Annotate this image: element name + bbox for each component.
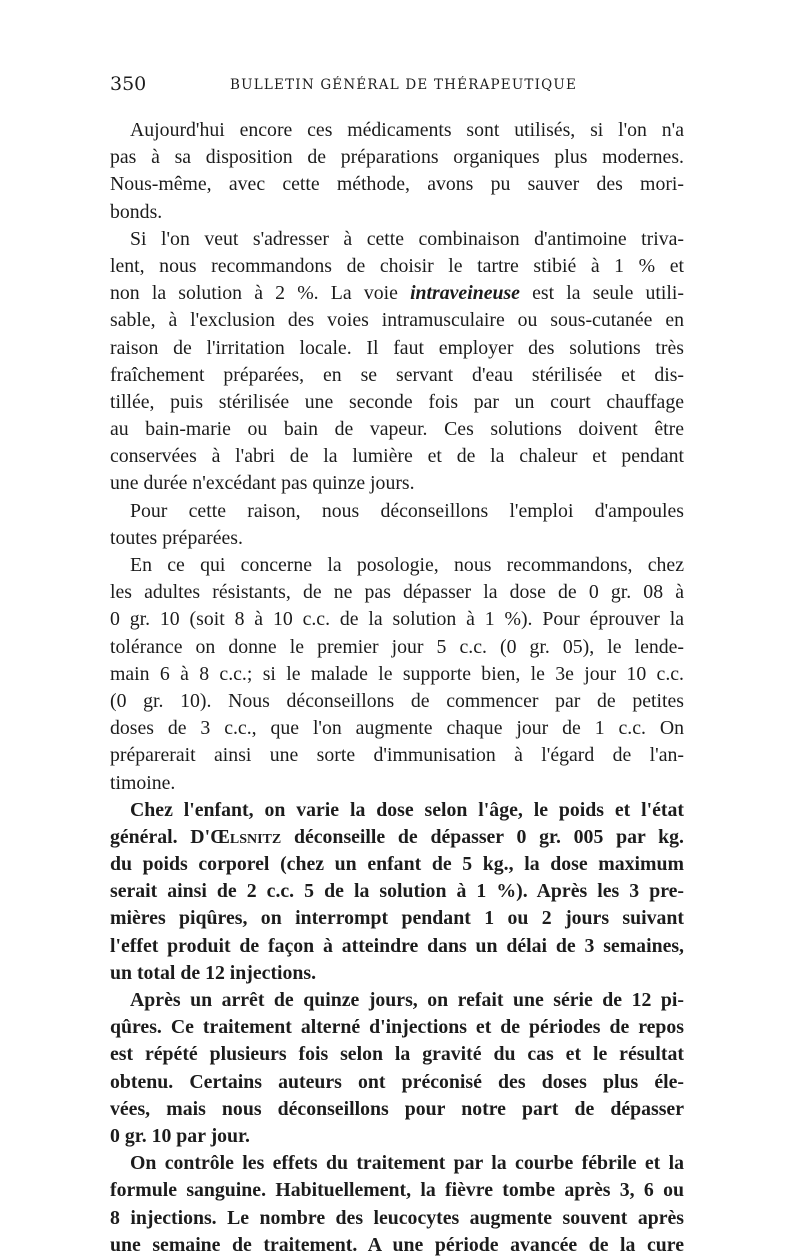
text-line: main 6 à 8 c.c.; si le malade le supporte bien, le 3e jour 10 c.c. <box>110 662 684 685</box>
running-title: BULLETIN GÉNÉRAL DE THÉRAPEUTIQUE <box>230 77 578 93</box>
text-line: lent, nous recommandons de choisir le tartre stibié à 1 % et <box>110 254 684 277</box>
text-line: En ce qui concerne la posologie, nous recommandons, chez <box>130 554 684 576</box>
text-line: Pour cette raison, nous déconseillons l'emploi d'ampoules <box>130 499 684 522</box>
text-line-with-italic <box>110 280 684 307</box>
text-line: sable, à l'exclusion des voies intramusculaire ou sous-cutanée en <box>110 309 684 332</box>
page-header <box>110 73 690 103</box>
text-line: l'effet produit de façon à atteindre dans un délai de 3 semaines, <box>110 934 684 957</box>
text-line: fraîchement préparées, en se servant d'eau stérilisée et dis- <box>110 363 684 386</box>
text-line: doses de 3 c.c., que l'on augmente chaque jour de 1 c.c. On <box>110 717 684 740</box>
text-line: formule sanguine. Habituellement, la fièvre tombe après 3, 6 ou <box>110 1179 684 1202</box>
text-line: On contrôle les effets du traitement par la courbe fébrile et la <box>130 1152 684 1175</box>
text-line: du poids corporel (chez un enfant de 5 kg., la dose maximum <box>110 853 684 876</box>
text-line: Nous-même, avec cette méthode, avons pu sauver des mori- <box>110 173 684 196</box>
text-line: un total de 12 injections. <box>110 961 317 984</box>
author-name: Œlsnitz <box>210 825 282 848</box>
text-line: au bain-marie ou bain de vapeur. Ces solutions doivent être <box>110 418 684 441</box>
text-line: tolérance on donne le premier jour 5 c.c. (0 gr. 05), le lende- <box>110 635 684 658</box>
text-segment: non la solution à 2 %. La voie <box>110 282 398 305</box>
text-line: est répété plusieurs fois selon la gravité du cas et le résultat <box>110 1043 684 1066</box>
text-line: les adultes résistants, de ne pas dépasser la dose de 0 gr. 08 à <box>110 581 684 604</box>
text-line: bonds. <box>110 200 163 223</box>
text-segment: général. D' <box>110 825 211 848</box>
text-line: (0 gr. 10). Nous déconseillons de commencer par de petites <box>110 689 684 712</box>
text-line: pas à sa disposition de préparations organiques plus modernes. <box>110 146 684 169</box>
text-line: tillée, puis stérilisée une seconde fois par un court chauffage <box>110 390 684 413</box>
text-line: obtenu. Certains auteurs ont préconisé des doses plus éle- <box>110 1070 684 1093</box>
text-line: toutes préparées. <box>110 526 243 549</box>
italic-term: intraveineuse <box>410 282 520 305</box>
text-line-with-smallcaps <box>110 824 684 851</box>
text-line: qûres. Ce traitement alterné d'injections et de périodes de repos <box>110 1016 684 1039</box>
text-line: Si l'on veut s'adresser à cette combinaison d'antimoine triva- <box>130 227 684 250</box>
text-line: raison de l'irritation locale. Il faut employer des solutions très <box>110 336 684 359</box>
text-line: Aujourd'hui encore ces médicaments sont utilisés, si l'on n'a <box>130 119 684 141</box>
text-line: préparerait ainsi une sorte d'immunisation à l'égard de l'an- <box>110 744 684 767</box>
text-line: une semaine de traitement. A une période avancée de la cure <box>110 1233 684 1256</box>
text-line: conservées à l'abri de la lumière et de la chaleur et pendant <box>110 445 684 468</box>
text-line: 0 gr. 10 (soit 8 à 10 c.c. de la solution à 1 %). Pour éprouver la <box>110 608 684 631</box>
text-line: timoine. <box>110 771 176 794</box>
text-line: 8 injections. Le nombre des leucocytes augmente souvent après <box>110 1206 684 1229</box>
text-segment: est la seule utili- <box>532 282 684 305</box>
page-number: 350 <box>110 73 147 95</box>
text-line: vées, mais nous déconseillons pour notre part de dépasser <box>110 1097 684 1120</box>
body-text <box>110 117 684 1259</box>
text-line: serait ainsi de 2 c.c. 5 de la solution à 1 %). Après les 3 pre- <box>110 880 684 903</box>
text-line: 0 gr. 10 par jour. <box>110 1124 250 1147</box>
text-line: Après un arrêt de quinze jours, on refait une série de 12 pi- <box>130 989 684 1011</box>
text-segment: déconseille de dépasser 0 gr. 005 par kg. <box>293 825 684 848</box>
text-line: Chez l'enfant, on varie la dose selon l'âge, le poids et l'état <box>130 798 684 821</box>
text-line: mières piqûres, on interrompt pendant 1 ou 2 jours suivant <box>110 907 684 930</box>
text-line: une durée n'excédant pas quinze jours. <box>110 472 415 495</box>
